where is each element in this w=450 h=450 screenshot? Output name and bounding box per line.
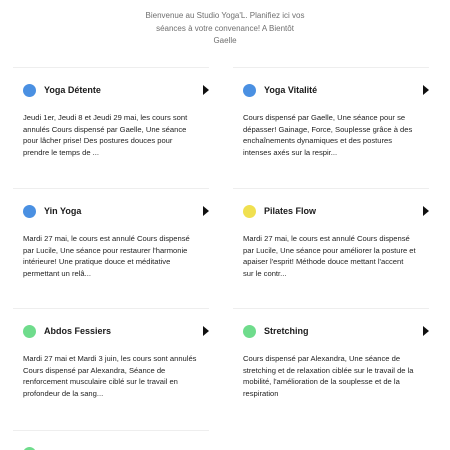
chevron-right-icon[interactable] bbox=[423, 326, 429, 336]
description-line: Cours dispensé par Alexandra, Une séance de bbox=[243, 354, 401, 363]
course-card-header[interactable] bbox=[23, 323, 209, 339]
course-title: Stretching bbox=[264, 326, 309, 336]
description-line: Jeudi 1er, Jeudi 8 et Jeudi 29 mai, les cours sont bbox=[23, 113, 188, 122]
welcome-line: Gaelle bbox=[213, 36, 237, 45]
description-line: Mardi 27 mai et Mardi 3 juin, les cours sont annulés bbox=[23, 354, 197, 363]
description-line: intérieure! Une pratique douce et méditative bbox=[23, 257, 171, 267]
description-line: apaiser l'esprit! Méthode douce mettant l'accent bbox=[243, 257, 404, 267]
course-color-dot bbox=[23, 205, 36, 218]
chevron-right-icon[interactable] bbox=[423, 206, 429, 216]
course-color-dot bbox=[243, 205, 256, 218]
course-card-partial[interactable] bbox=[13, 430, 209, 450]
course-description bbox=[243, 112, 423, 159]
description-line: Mardi 27 mai, le cours est annulé Cours dispensé bbox=[23, 234, 190, 243]
course-title: Yoga Vitalité bbox=[264, 85, 318, 95]
course-card-pilates-flow[interactable] bbox=[233, 188, 429, 306]
course-title: Pilates Flow bbox=[264, 206, 317, 216]
course-card-yin-yoga[interactable] bbox=[13, 188, 209, 306]
course-color-dot bbox=[23, 447, 36, 450]
description-line: intenses axés sur la respir... bbox=[243, 148, 338, 158]
course-color-dot bbox=[243, 84, 256, 97]
course-card-yoga-vitalite[interactable] bbox=[233, 67, 429, 185]
description-line: par Lucile, Une séance pour restaurer l'harmonie bbox=[23, 245, 188, 255]
course-card-header[interactable] bbox=[243, 203, 429, 219]
description-line: Cours dispensé par Alexandra, Séance de bbox=[23, 365, 166, 375]
description-line: pour lâcher prise! Des postures douces pour bbox=[23, 136, 173, 146]
course-description bbox=[243, 353, 423, 400]
course-card-header[interactable] bbox=[23, 445, 209, 450]
description-line: profondeur de la sang... bbox=[23, 389, 104, 399]
course-description bbox=[23, 353, 203, 400]
chevron-right-icon[interactable] bbox=[203, 326, 209, 336]
description-line: sur le contr... bbox=[243, 269, 287, 279]
course-card-header[interactable] bbox=[23, 203, 209, 219]
description-line: renforcement musculaire ciblé sur le travail en bbox=[23, 377, 178, 387]
course-card-abdos-fessiers[interactable] bbox=[13, 308, 209, 426]
description-line: permettant un relâ... bbox=[23, 269, 91, 279]
description-line: enchaînements dynamiques et des postures bbox=[243, 136, 393, 146]
course-color-dot bbox=[23, 325, 36, 338]
description-line: prendre le temps de ... bbox=[23, 148, 99, 158]
course-description bbox=[23, 112, 203, 159]
description-line: Cours dispensé par Gaelle, Une séance pour se bbox=[243, 113, 406, 122]
course-title: Abdos Fessiers bbox=[44, 326, 112, 336]
description-line: Mardi 27 mai, le cours est annulé Cours dispensé bbox=[243, 234, 410, 243]
description-line: respiration bbox=[243, 389, 279, 399]
course-title: Yin Yoga bbox=[44, 206, 82, 216]
course-card-yoga-detente[interactable] bbox=[13, 67, 209, 185]
chevron-right-icon[interactable] bbox=[423, 85, 429, 95]
course-card-header[interactable] bbox=[23, 82, 209, 98]
course-description bbox=[23, 233, 203, 280]
course-card-header[interactable] bbox=[243, 323, 429, 339]
welcome-message bbox=[115, 10, 335, 48]
welcome-line: Bienvenue au Studio Yoga'L. Planifiez ici vos bbox=[145, 11, 305, 20]
description-line: annulés Cours dispensé par Gaelle, Une séance bbox=[23, 124, 187, 134]
description-line: mobilité, l'amélioration de la souplesse et de la bbox=[243, 377, 400, 387]
description-line: dépasser! Gainage, Force, Souplesse grâce à des bbox=[243, 124, 413, 134]
course-title: Yoga Détente bbox=[44, 85, 101, 95]
description-line: par Lucile, Une séance pour améliorer la posture et bbox=[243, 245, 416, 255]
course-description bbox=[243, 233, 423, 280]
chevron-right-icon[interactable] bbox=[203, 85, 209, 95]
course-color-dot bbox=[243, 325, 256, 338]
description-line: stretching et de relaxation ciblée sur le travail de la bbox=[243, 365, 414, 375]
course-card-header[interactable] bbox=[243, 82, 429, 98]
course-color-dot bbox=[23, 84, 36, 97]
chevron-right-icon[interactable] bbox=[203, 206, 209, 216]
course-card-stretching[interactable] bbox=[233, 308, 429, 426]
welcome-line: séances à votre convenance! A Bientôt bbox=[156, 23, 294, 33]
